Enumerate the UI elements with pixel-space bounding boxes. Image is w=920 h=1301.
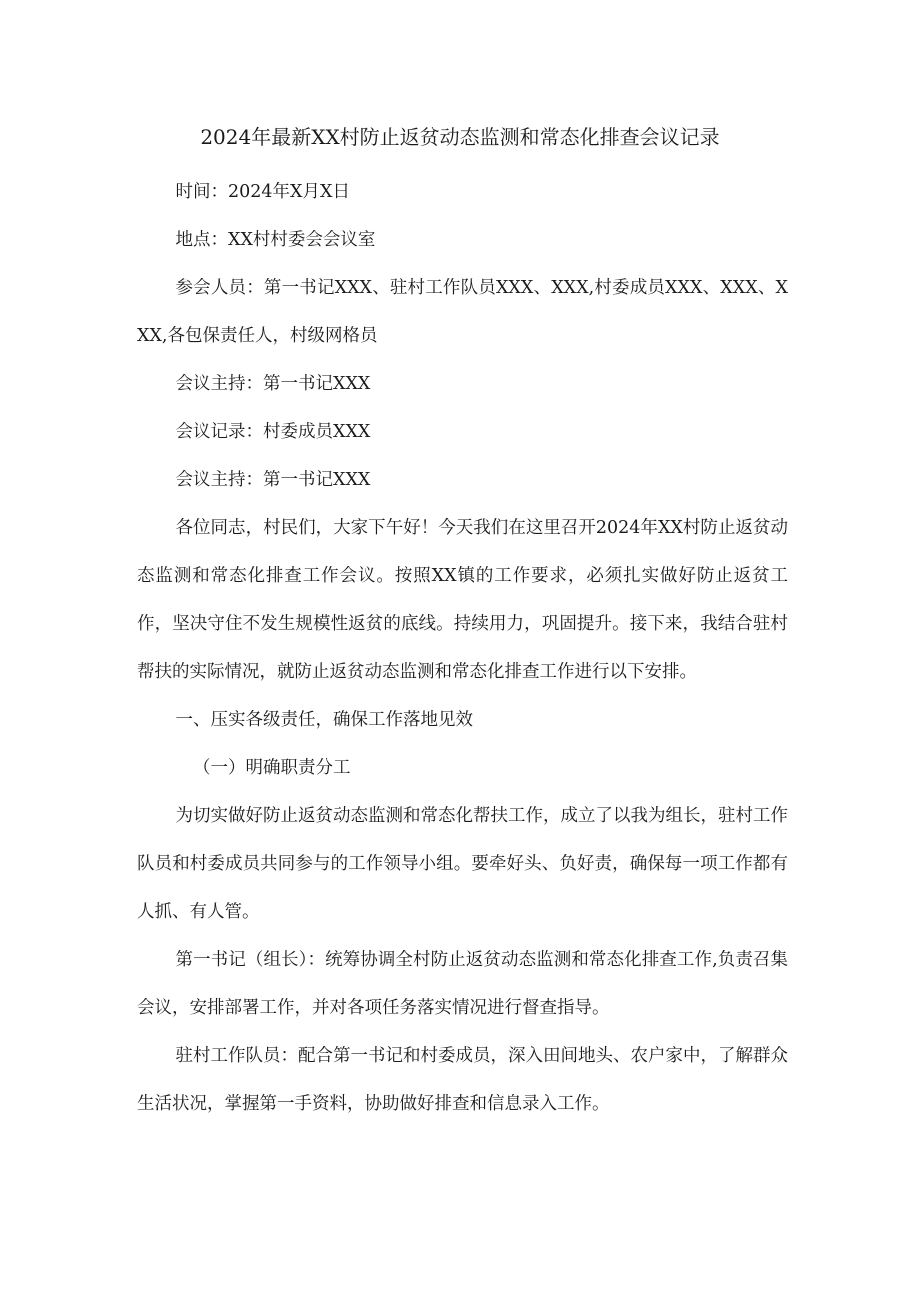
first-secretary-duty-paragraph: 第一书记（组长）：统筹协调全村防止返贫动态监测和常态化排查工作,负责召集会议，安排部署工作，并对各项任务落实情况进行督查指导。 (137, 950, 788, 1018)
section-heading-1: 一、压实各级责任，确保工作落地见效 (175, 710, 473, 730)
meeting-attendees: 参会人员：第一书记XXX、驻村工作队员XXX、XXX,村委成员XXX、XXX、XXX,各包保责任人，村级网格员 (137, 278, 788, 346)
meeting-time: 时间：2024年X月X日 (175, 182, 350, 202)
meeting-location: 地点：XX村村委会会议室 (175, 230, 376, 250)
work-team-duty-paragraph: 驻村工作队员：配合第一书记和村委成员，深入田间地头、农户家中，了解群众生活状况，掌握第一手资料，协助做好排查和信息录入工作。 (137, 1046, 788, 1114)
document-title: 2024年最新XX村防止返贫动态监测和常态化排查会议记录 (200, 125, 720, 149)
leadership-group-paragraph: 为切实做好防止返贫动态监测和常态化帮扶工作，成立了以我为组长，驻村工作队员和村委成员共同参与的工作领导小组。要牵好头、负好责，确保每一项工作都有人抓、有人管。 (137, 806, 788, 922)
meeting-host-repeat: 会议主持：第一书记XXX (175, 470, 371, 490)
opening-paragraph: 各位同志，村民们，大家下午好！今天我们在这里召开2024年XX村防止返贫动态监测和常态化排查工作会议。按照XX镇的工作要求，必须扎实做好防止返贫工作，坚决守住不发生规模性返贫的底线。持续用力，巩固提升。接下来，我结合驻村帮扶的实际情况，就防止返贫动态监测和常态化排查工作进行以下安排。 (137, 518, 788, 682)
document-body (137, 168, 788, 1128)
meeting-recorder: 会议记录：村委成员XXX (175, 422, 371, 442)
meeting-host: 会议主持：第一书记XXX (175, 374, 371, 394)
subsection-heading-1: （一）明确职责分工 (193, 758, 351, 778)
